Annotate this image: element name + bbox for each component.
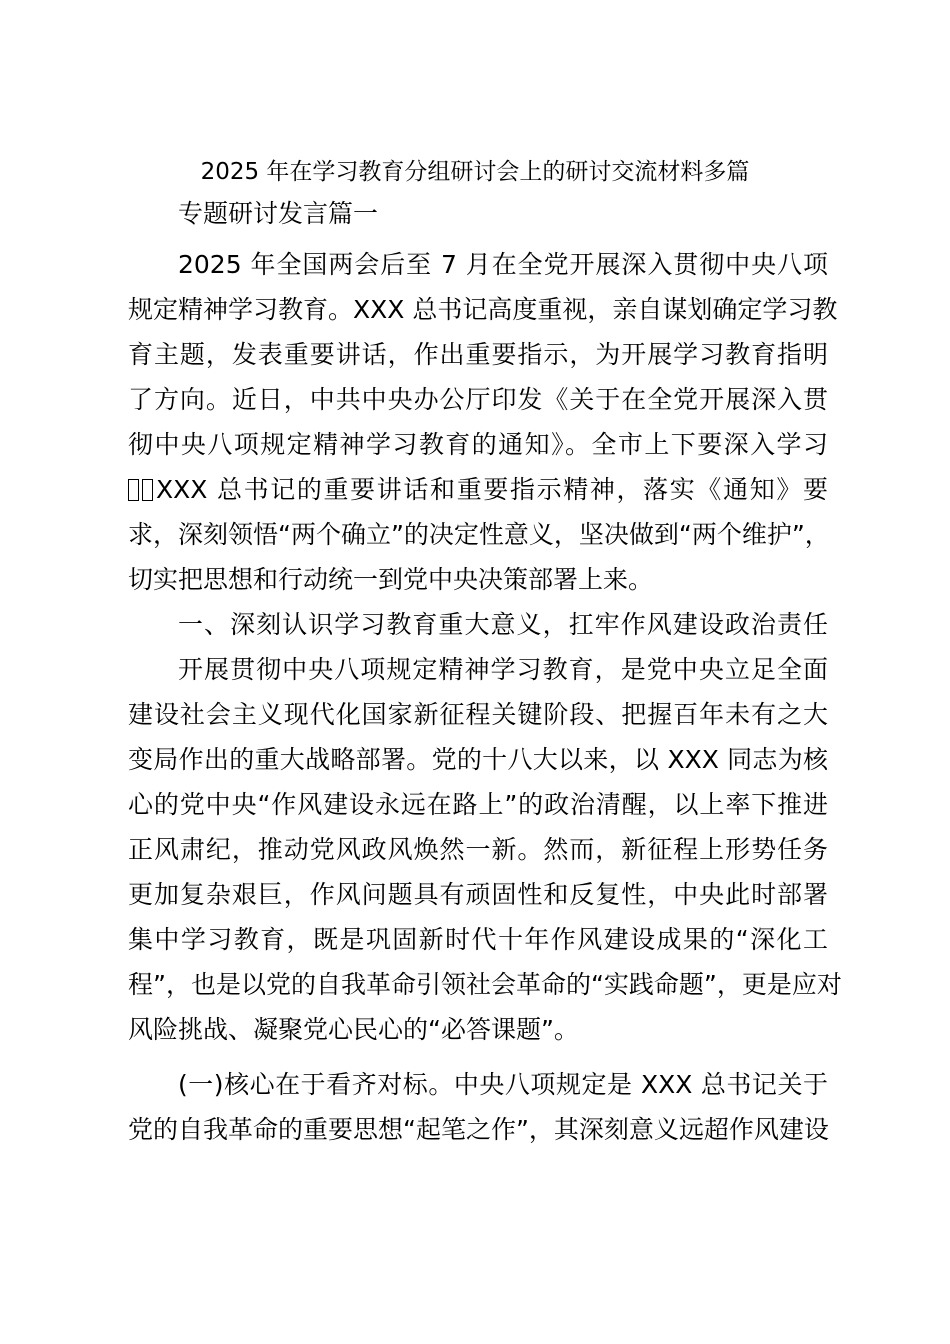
- missing-glyph-box: [128, 479, 139, 501]
- paragraph-line: 更加复杂艰巨，作风问题具有顽固性和反复性，中央此时部署: [128, 880, 828, 909]
- paragraph-line: (一)核心在于看齐对标。中央八项规定是 XXX 总书记关于: [178, 1070, 828, 1099]
- paragraph-line: 建设社会主义现代化国家新征程关键阶段、把握百年未有之大: [128, 700, 828, 729]
- paragraph-line: 规定精神学习教育。XXX 总书记高度重视，亲自谋划确定学习教: [128, 295, 838, 324]
- missing-glyph-box: [142, 479, 153, 501]
- paragraph-line: 求，深刻领悟“两个确立”的决定性意义，坚决做到“两个维护”，: [128, 520, 830, 549]
- section-heading: 专题研讨发言篇一: [178, 199, 379, 228]
- paragraph-line: 程”，也是以党的自我革命引领社会革命的“实践命题”，更是应对: [128, 970, 842, 999]
- document-title: 2025 年在学习教育分组研讨会上的研讨交流材料多篇: [200, 159, 750, 185]
- paragraph-line-text: XXX 总书记的重要讲话和重要指示精神，落实《通知》要: [156, 475, 828, 504]
- paragraph-line: 风险挑战、凝聚党心民心的“必答课题”。: [128, 1015, 579, 1044]
- paragraph-line: 2025 年全国两会后至 7 月在全党开展深入贯彻中央八项: [178, 250, 828, 279]
- paragraph-line: 切实把思想和行动统一到党中央决策部署上来。: [128, 565, 654, 594]
- paragraph-line: 开展贯彻中央八项规定精神学习教育，是党中央立足全面: [178, 655, 828, 684]
- paragraph-line-with-missing-glyphs: [128, 470, 828, 510]
- paragraph-line: 育主题，发表重要讲话，作出重要指示，为开展学习教育指明: [128, 340, 828, 369]
- paragraph-line: 彻中央八项规定精神学习教育的通知》。全市上下要深入学习: [128, 430, 828, 459]
- paragraph-line: 正风肃纪，推动党风政风焕然一新。然而，新征程上形势任务: [128, 835, 828, 864]
- paragraph-line: 心的党中央“作风建设永远在路上”的政治清醒，以上率下推进: [128, 790, 828, 819]
- paragraph-line: 变局作出的重大战略部署。党的十八大以来，以 XXX 同志为核: [128, 745, 828, 774]
- subsection-heading: 一、深刻认识学习教育重大意义，扛牢作风建设政治责任: [178, 610, 828, 639]
- paragraph-line: 党的自我革命的重要思想“起笔之作”，其深刻意义远超作风建设: [128, 1115, 829, 1144]
- paragraph-line: 了方向。近日，中共中央办公厅印发《关于在全党开展深入贯: [128, 385, 828, 414]
- paragraph-line: 集中学习教育，既是巩固新时代十年作风建设成果的“深化工: [128, 925, 828, 954]
